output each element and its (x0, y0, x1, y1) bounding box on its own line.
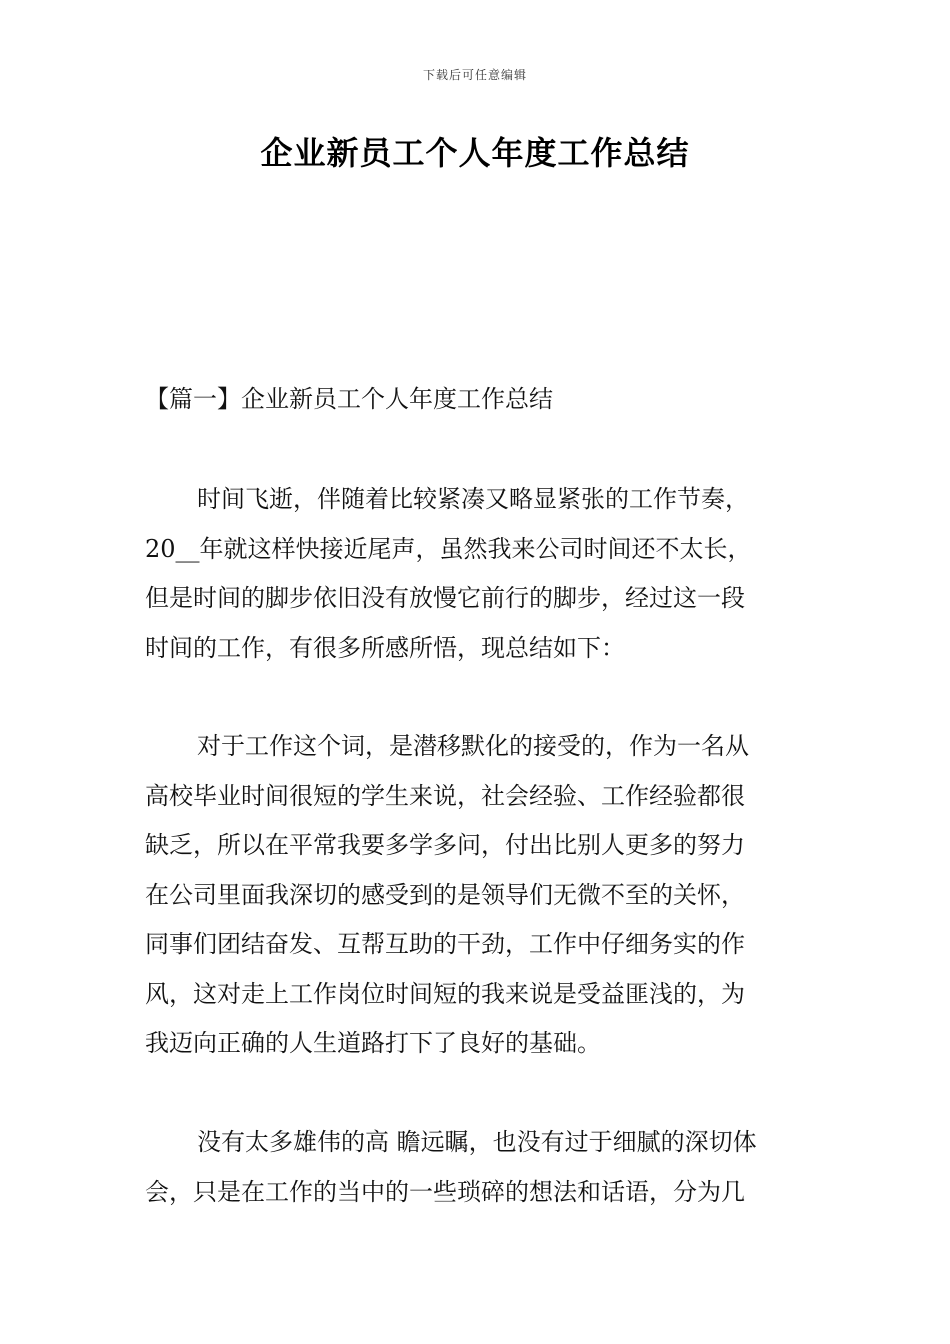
paragraph-line: 高校毕业时间很短的学生来说，社会经验、工作经验都很 (145, 781, 745, 810)
section-heading: 【篇一】企业新员工个人年度工作总结 (145, 385, 553, 413)
paragraph-line: 缺乏，所以在平常我要多学多问，付出比别人更多的努力 (145, 831, 745, 859)
paragraph-line: 没有太多雄伟的高 瞻远瞩，也没有过于细腻的深切体 (197, 1128, 757, 1156)
paragraph-line: 会，只是在工作的当中的一些琐碎的想法和话语，分为几 (145, 1177, 745, 1206)
paragraph-line: 在公司里面我深切的感受到的是领导们无微不至的关怀， (145, 880, 745, 909)
paragraph-line: 但是时间的脚步依旧没有放慢它前行的脚步，经过这一段 (145, 584, 745, 612)
paragraph-line: 时间的工作，有很多所感所悟，现总结如下： (145, 633, 625, 662)
paragraph-line: 20__年就这样快接近尾声，虽然我来公司时间还不太长， (145, 534, 752, 563)
paragraph-3 (145, 1118, 835, 1217)
paragraph-line: 时间飞逝，伴随着比较紧凑又略显紧张的工作节奏， (197, 485, 749, 513)
paragraph-line: 对于工作这个词，是潜移默化的接受的，作为一名从 (197, 732, 749, 760)
paragraph-line: 我迈向正确的人生道路打下了良好的基础。 (145, 1029, 601, 1057)
document-title: 企业新员工个人年度工作总结 (260, 134, 690, 172)
paragraph-2 (145, 722, 835, 1069)
header-note: 下载后可任意编辑 (422, 68, 527, 82)
paragraph-1 (145, 475, 835, 673)
paragraph-line: 同事们团结奋发、互帮互助的干劲，工作中仔细务实的作 (145, 930, 745, 958)
paragraph-line: 风，这对走上工作岗位时间短的我来说是受益匪浅的，为 (145, 979, 745, 1008)
